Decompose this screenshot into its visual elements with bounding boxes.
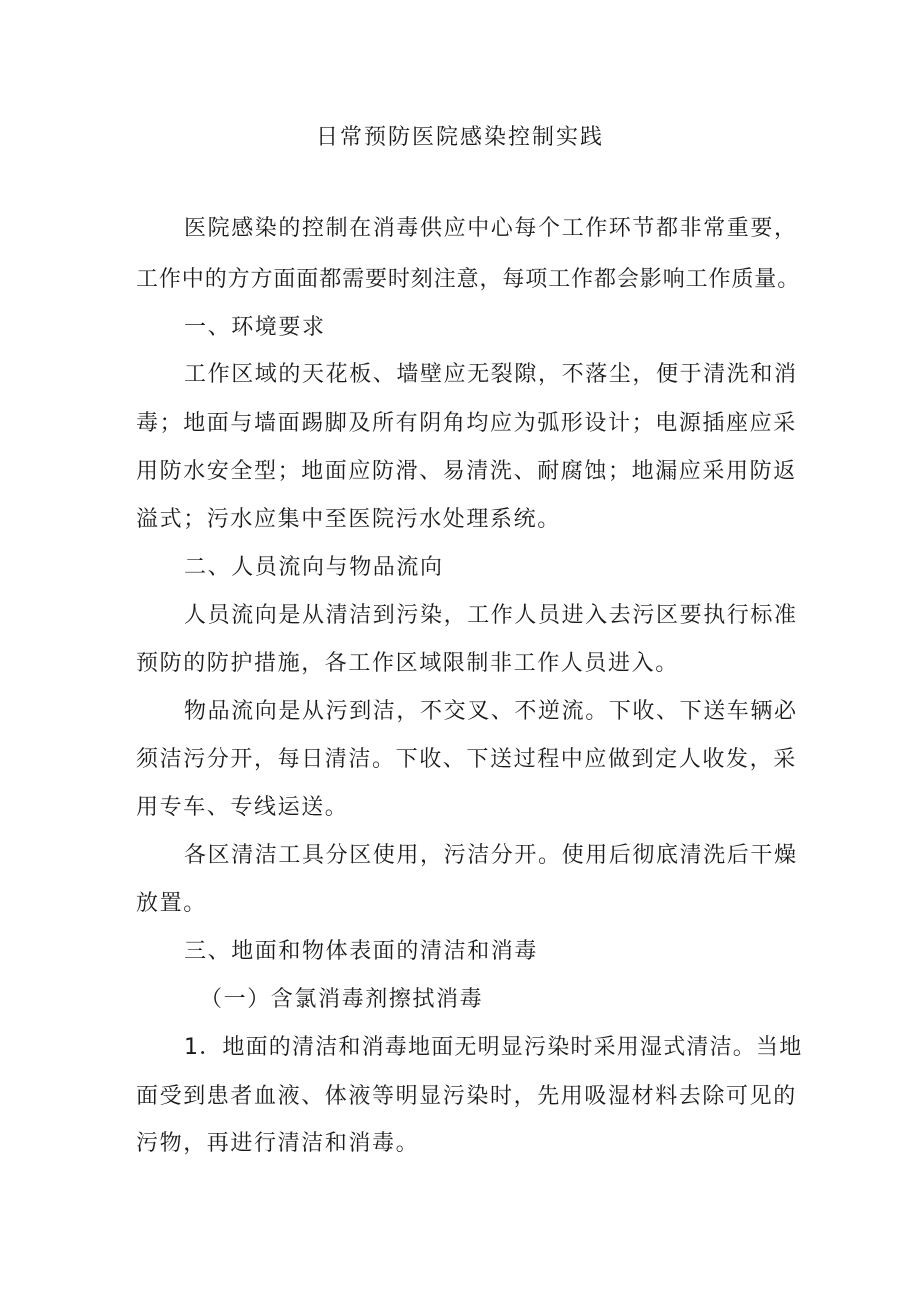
line-text: 人员流向是从清洁到污染，工作人员进入去污区要执行标准 xyxy=(184,603,798,628)
line-text: 用专车、专线运送。 xyxy=(136,795,349,820)
line-text: 预防的防护措施，各工作区域限制非工作人员进入。 xyxy=(136,651,679,676)
line-text: 毒；地面与墙面踢脚及所有阴角均应为弧形设计；电源插座应采 xyxy=(136,411,797,436)
line-text: 面受到患者血液、体液等明显污染时，先用吸湿材料去除可见的 xyxy=(136,1084,797,1109)
line-text: 医院感染的控制在消毒供应中心每个工作环节都非常重要， xyxy=(184,216,798,241)
line-text: 物品流向是从污到洁，不交叉、不逆流。下收、下送车辆必 xyxy=(184,699,798,724)
line-text: 用防水安全型；地面应防滑、易清洗、耐腐蚀；地漏应采用防返 xyxy=(136,459,797,484)
line-text: 一、环境要求 xyxy=(184,315,326,340)
line-text: 工作区域的天花板、墙壁应无裂隙，不落尘，便于清洗和消 xyxy=(184,362,798,387)
line-text: 污物，再进行清洁和消毒。 xyxy=(136,1131,420,1156)
line-text: 各区清洁工具分区使用，污洁分开。使用后彻底清洗后干燥 xyxy=(184,843,798,868)
line-text: 溢式；污水应集中至医院污水处理系统。 xyxy=(136,507,561,532)
line-text: 二、人员流向与物品流向 xyxy=(184,555,444,580)
document-title: 日常预防医院感染控制实践 xyxy=(315,125,604,150)
line-text: 三、地面和物体表面的清洁和消毒 xyxy=(184,939,539,964)
line-text: 须洁污分开，每日清洁。下收、下送过程中应做到定人收发，采 xyxy=(136,747,797,772)
line-text: 放置。 xyxy=(136,891,207,916)
line-text: （一）含氯消毒剂擦拭消毒 xyxy=(200,987,484,1012)
line-text: 1．地面的清洁和消毒地面无明显污染时采用湿式清洁。当地 xyxy=(184,1035,803,1060)
line-text: 工作中的方方面面都需要时刻注意，每项工作都会影响工作质量。 xyxy=(136,267,801,292)
